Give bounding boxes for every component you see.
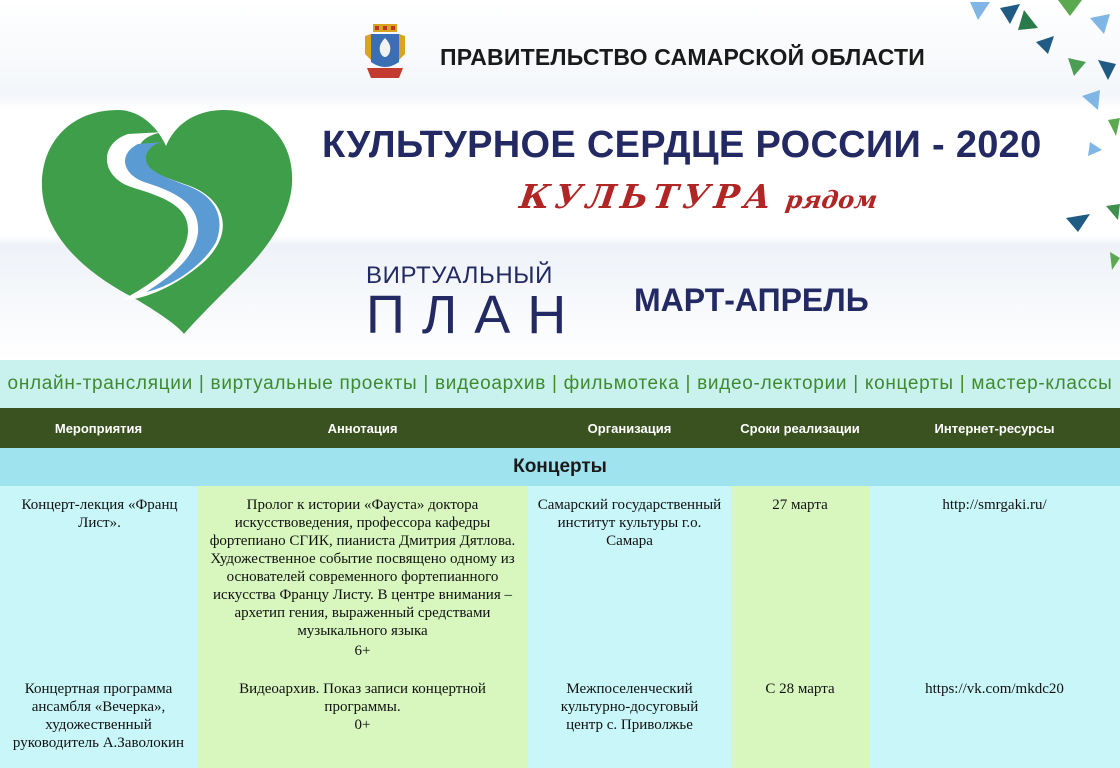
category-separator: | bbox=[685, 373, 692, 394]
header-events: Мероприятия bbox=[54, 420, 143, 436]
category-separator: | bbox=[552, 373, 558, 394]
category-item: мастер-классы bbox=[971, 373, 1113, 394]
category-separator: | bbox=[959, 373, 966, 394]
category-item: концерты bbox=[864, 373, 954, 394]
category-item: онлайн-трансляции bbox=[7, 373, 193, 394]
slogan-main: КУЛЬТУРА bbox=[517, 177, 779, 216]
row1-age: 6+ bbox=[354, 643, 371, 659]
row2-age: 0+ bbox=[354, 717, 371, 733]
row1-resource-link[interactable]: http://smrgaki.ru/ bbox=[942, 497, 1047, 513]
category-item: видео-лектории bbox=[697, 373, 848, 394]
table-header bbox=[0, 408, 1120, 448]
header-resources: Интернет-ресурсы bbox=[934, 420, 1055, 436]
category-item: виртуальные проекты bbox=[210, 373, 418, 394]
slogan bbox=[517, 177, 880, 216]
row1-dates: 27 марта bbox=[772, 497, 828, 513]
row2-organization: Межпоселенческий культурно-досуговый центр с. Приволжье bbox=[560, 681, 699, 733]
main-title: КУЛЬТУРНОЕ СЕРДЦЕ РОССИИ - 2020 bbox=[322, 124, 1042, 166]
category-bar bbox=[0, 360, 1120, 408]
header-banner bbox=[0, 0, 1120, 360]
header-organization: Организация bbox=[587, 420, 672, 436]
slogan-tail: рядом bbox=[783, 185, 880, 214]
virtual-label: ВИРТУАЛЬНЫЙ bbox=[366, 262, 553, 289]
column-dates bbox=[731, 486, 869, 768]
coat-of-arms-icon bbox=[363, 24, 407, 80]
section-concerts: Концерты bbox=[0, 448, 1120, 486]
category-separator: | bbox=[853, 373, 859, 394]
category-item: фильмотека bbox=[563, 373, 680, 394]
row1-organization: Самарский государственный институт культуры г.о. Самара bbox=[537, 497, 722, 549]
column-resources bbox=[869, 486, 1120, 768]
header-dates: Сроки реализации bbox=[740, 420, 860, 436]
header-annotation: Аннотация bbox=[327, 420, 398, 436]
plan-label: ПЛАН bbox=[366, 285, 584, 345]
row2-event: Концертная программа ансамбля «Вечерка», художественный руководитель А.Заволокин bbox=[12, 681, 185, 751]
government-title: ПРАВИТЕЛЬСТВО САМАРСКОЙ ОБЛАСТИ bbox=[440, 44, 925, 70]
heart-river-logo-icon bbox=[38, 104, 294, 336]
row2-resource-link[interactable]: https://vk.com/mkdc20 bbox=[925, 681, 1064, 697]
category-separator: | bbox=[198, 373, 205, 394]
period-label: МАРТ-АПРЕЛЬ bbox=[634, 282, 869, 318]
events-table bbox=[0, 408, 1120, 768]
row2-annotation: Видеоархив. Показ записи концертной программы. bbox=[239, 681, 486, 715]
row1-event: Концерт-лекция «Франц Лист». bbox=[21, 497, 178, 531]
category-separator: | bbox=[423, 373, 429, 394]
category-item: видеоархив bbox=[434, 373, 547, 394]
row1-annotation: Пролог к истории «Фауста» доктора искусствоведения, профессора кафедры фортепиано СГИК, пианиста Дмитрия Дятлова. Художественное событие посвящено одному из основателей современного фортепианного искусства Францу Листу. В центре внимания – архетип гения, выраженный средствами музыкального языка bbox=[209, 497, 516, 639]
row2-dates: С 28 марта bbox=[765, 681, 835, 697]
